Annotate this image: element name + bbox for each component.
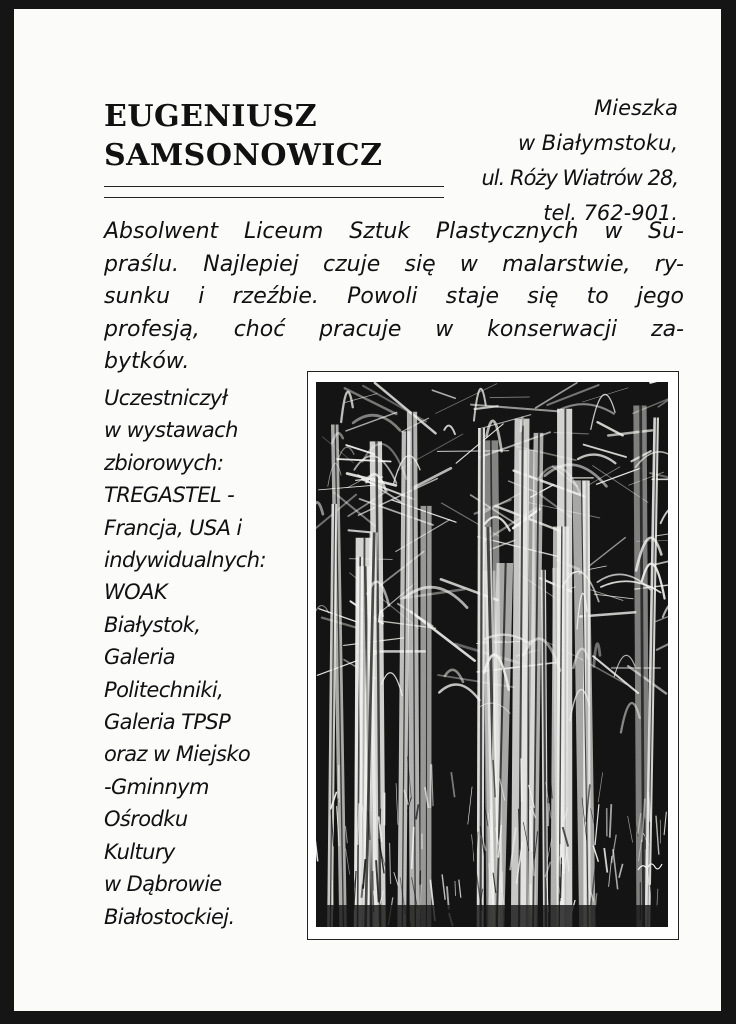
exhibition-line: Kultury xyxy=(104,839,175,864)
exhibitions-list xyxy=(104,382,266,933)
exhibition-line: zbiorowych: xyxy=(104,450,224,475)
bio-line: profesją, choć pracuje w konserwacji za- xyxy=(104,316,684,342)
bio-line: praślu. Najlepiej czuje się w malarstwie, ry- xyxy=(104,251,684,277)
artist-last-name: SAMSONOWICZ xyxy=(104,138,383,173)
divider-rule xyxy=(104,197,444,198)
artist-name xyxy=(104,97,383,175)
exhibition-line: oraz w Miejsko xyxy=(104,742,251,767)
artist-address xyxy=(482,91,679,231)
artwork-frame xyxy=(307,371,679,940)
bio-line: sunku i rzeźbie. Powoli staje się to jego xyxy=(104,284,684,309)
forest-painting xyxy=(316,382,668,927)
exhibition-line: -Gminnym xyxy=(104,774,209,799)
exhibition-line: Uczestniczył xyxy=(104,386,228,410)
exhibition-line: Białostockiej. xyxy=(104,904,235,929)
address-line: ul. Róży Wiatrów 28, xyxy=(481,166,678,190)
page-sheet xyxy=(14,9,721,1011)
bio-line: bytków. xyxy=(104,349,190,374)
artist-first-name: EUGENIUSZ xyxy=(104,99,318,134)
exhibition-line: Galeria TPSP xyxy=(104,710,231,735)
exhibition-line: Francja, USA i xyxy=(104,515,242,540)
exhibition-line: Ośrodku xyxy=(104,807,188,832)
exhibition-line: Białystok, xyxy=(104,612,201,637)
exhibition-line: indywidualnych: xyxy=(104,548,266,573)
exhibition-line: w wystawach xyxy=(104,418,238,443)
address-line: tel. 762-901. xyxy=(543,201,678,225)
biography xyxy=(104,216,684,379)
exhibition-line: WOAK xyxy=(104,580,168,605)
exhibition-line: Galeria xyxy=(104,645,176,670)
exhibition-line: w Dąbrowie xyxy=(104,872,222,897)
address-line: Mieszka xyxy=(594,96,678,120)
exhibition-line: TREGASTEL - xyxy=(104,483,235,508)
divider-rule xyxy=(104,186,444,187)
exhibition-line: Politechniki, xyxy=(104,677,224,702)
address-line: w Białymstoku, xyxy=(517,131,678,155)
bio-line: Absolwent Liceum Sztuk Plastycznych w Su- xyxy=(104,219,684,244)
